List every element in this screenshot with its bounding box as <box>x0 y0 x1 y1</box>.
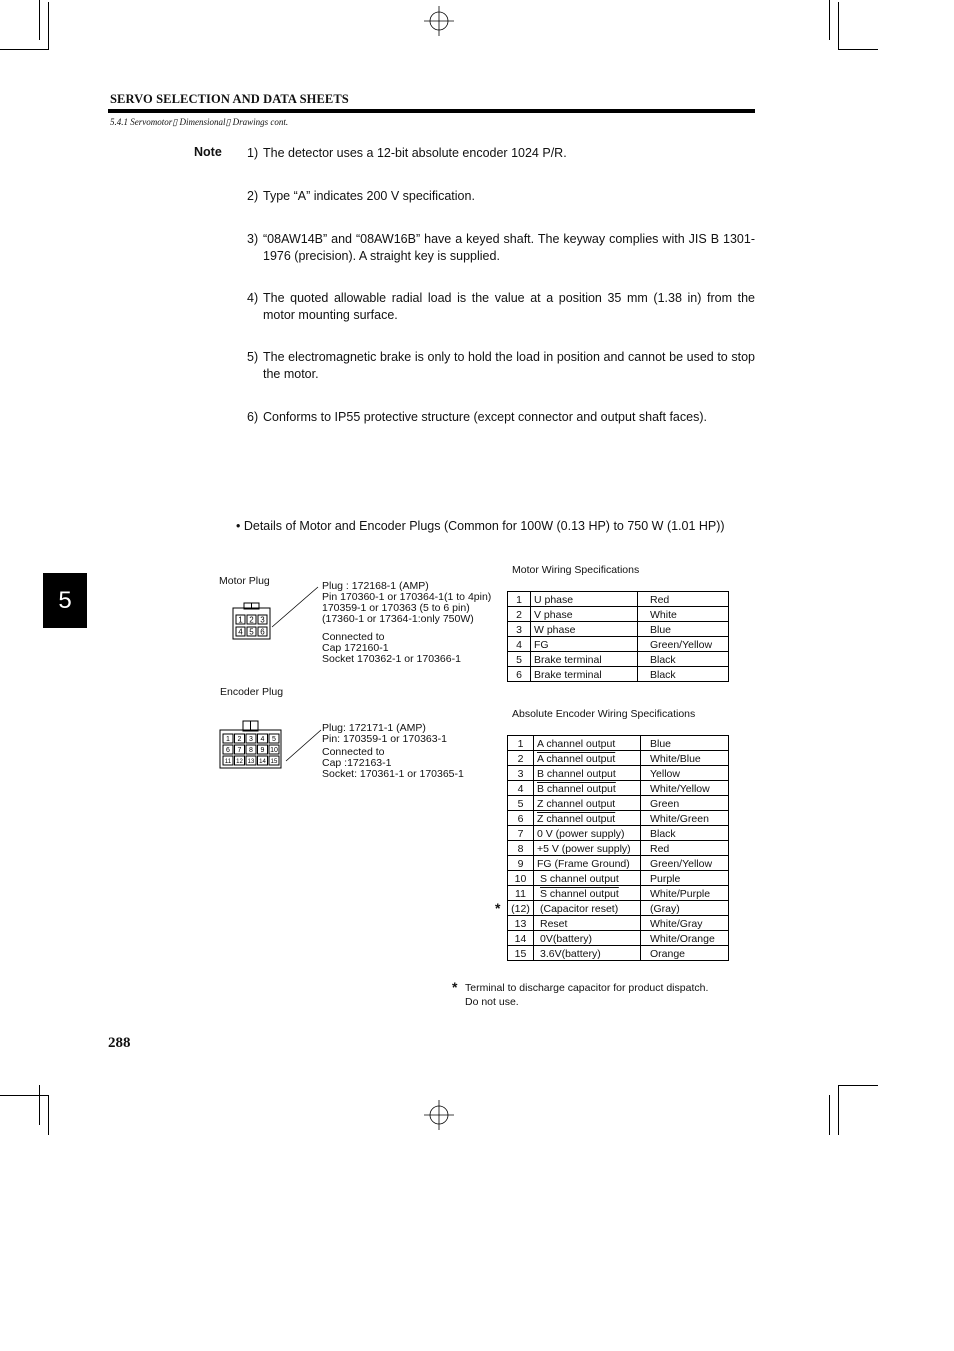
table-row <box>508 781 729 796</box>
pin-number: 9 <box>508 856 534 871</box>
wire-color: Green <box>641 796 729 811</box>
signal-name: (Capacitor reset) <box>534 901 641 916</box>
note-item <box>247 409 755 426</box>
wire-color: White/Blue <box>641 751 729 766</box>
wire-color: White <box>638 607 729 622</box>
signal-name: Z channel output <box>534 811 641 826</box>
wire-color: Blue <box>641 736 729 751</box>
signal-name: Brake terminal <box>531 667 638 682</box>
note-number: 2) <box>247 189 259 203</box>
pin-number: (12) <box>508 901 534 916</box>
pin-number: 2 <box>508 751 534 766</box>
pin-number: 15 <box>508 946 534 961</box>
motor-wiring-table <box>507 591 729 682</box>
note-label: Note <box>194 145 222 159</box>
motor-plug-leader-line <box>268 585 320 630</box>
chapter-tab: 5 <box>43 573 87 628</box>
crop-mark <box>48 2 49 50</box>
note-number: 1) <box>247 146 259 160</box>
motor-plug-connection <box>322 632 461 665</box>
pin-label: 4 <box>238 627 243 637</box>
signal-name: 0 V (power supply) <box>534 826 641 841</box>
encoder-wiring-title: Absolute Encoder Wiring Specifications <box>512 708 696 720</box>
pin-label: 3 <box>249 736 253 743</box>
crop-mark <box>39 1085 40 1125</box>
spec-line: (17360-1 or 17364-1:only 750W) <box>322 613 474 625</box>
wire-color: White/Yellow <box>641 781 729 796</box>
crop-mark <box>48 1095 49 1135</box>
signal-name: FG (Frame Ground) <box>534 856 641 871</box>
note-number: 5) <box>247 350 259 364</box>
pin-label: 2 <box>237 736 242 743</box>
note-item <box>247 145 755 162</box>
pin-label: 1 <box>226 736 230 743</box>
footnote-line: Terminal to discharge capacitor for product dispatch. <box>465 982 709 994</box>
table-row <box>508 811 729 826</box>
encoder-plug-connection <box>322 747 464 780</box>
crop-mark <box>829 0 830 40</box>
table-row <box>508 841 729 856</box>
spec-line: Connected to <box>322 746 385 758</box>
crop-mark <box>838 2 839 50</box>
wire-color: Red <box>638 592 729 607</box>
motor-plug-specs <box>322 581 491 625</box>
motor-wiring-title: Motor Wiring Specifications <box>512 564 640 576</box>
spec-line: 170359-1 or 170363 (5 to 6 pin) <box>322 602 470 614</box>
pin-number: 5 <box>508 796 534 811</box>
note-item <box>247 231 755 265</box>
wire-color: White/Orange <box>641 931 729 946</box>
pin-number: 4 <box>508 637 531 652</box>
encoder-plug-leader-line <box>283 728 323 764</box>
pin-label: 9 <box>260 747 265 754</box>
pin-label: 5 <box>272 736 276 743</box>
signal-name: U phase <box>531 592 638 607</box>
plug-details-heading: • Details of Motor and Encoder Plugs (Common for 100W (0.13 HP) to 750 W (1.01 HP)) <box>236 519 725 533</box>
note-text: The quoted allowable radial load is the value at a position 35 mm (1.38 in) from the motor mounting surface. <box>263 291 755 322</box>
pin-number: 14 <box>508 931 534 946</box>
signal-name: A channel output <box>534 736 641 751</box>
wire-color: White/Purple <box>641 886 729 901</box>
pin-number: 1 <box>508 736 534 751</box>
pin-label: 11 <box>224 759 232 765</box>
table-row <box>508 736 729 751</box>
table-row <box>508 637 729 652</box>
note-text: The detector uses a 12-bit absolute encoder 1024 P/R. <box>263 146 567 160</box>
pin-label: 14 <box>259 759 266 765</box>
signal-name: 3.6V(battery) <box>534 946 641 961</box>
pin-label: 10 <box>270 747 278 754</box>
table-row <box>508 931 729 946</box>
footnote <box>465 981 708 1009</box>
wire-color: Yellow <box>641 766 729 781</box>
registration-target-bottom <box>424 1100 454 1130</box>
signal-name: 0V(battery) <box>534 931 641 946</box>
pin-number: 8 <box>508 841 534 856</box>
pin-number: 5 <box>508 652 531 667</box>
spec-line: Plug : 172168-1 (AMP) <box>322 580 429 592</box>
spec-line: Pin 170360-1 or 170364-1(1 to 4pin) <box>322 591 492 603</box>
note-number: 3) <box>247 232 259 246</box>
signal-name: V phase <box>531 607 638 622</box>
wire-color: Black <box>641 826 729 841</box>
signal-name: Z channel output <box>534 796 641 811</box>
signal-name: B channel output <box>534 766 641 781</box>
pin-number: 11 <box>508 886 534 901</box>
pin-number: 1 <box>508 592 531 607</box>
wire-color: Black <box>638 652 729 667</box>
signal-name: Reset <box>534 916 641 931</box>
motor-plug-label: Motor Plug <box>219 575 270 587</box>
pin-number: 6 <box>508 811 534 826</box>
pin-label: 5 <box>249 627 254 637</box>
wire-color: White/Gray <box>641 916 729 931</box>
spec-line: Connected to <box>322 631 385 643</box>
encoder-plug-specs <box>322 723 447 745</box>
signal-name: S channel output <box>534 886 641 901</box>
note-text: Conforms to IP55 protective structure (except connector and output shaft faces). <box>263 410 707 424</box>
table-row <box>508 592 729 607</box>
note-number: 6) <box>247 410 259 424</box>
pin-label: 12 <box>236 759 243 765</box>
pin-label: 15 <box>270 759 278 765</box>
motor-plug-connector-icon <box>232 602 272 640</box>
note-item <box>247 349 755 383</box>
note-text: “08AW14B” and “08AW16B” have a keyed shaft. The keyway complies with JIS B 1301-1976 (precision). A straight key is supplied. <box>263 232 755 263</box>
pin-label: 1 <box>238 615 243 625</box>
pin-number: 13 <box>508 916 534 931</box>
pin-label: 4 <box>260 736 265 743</box>
wire-color: Orange <box>641 946 729 961</box>
pin-number: 4 <box>508 781 534 796</box>
encoder-wiring-table <box>507 735 729 961</box>
pin-number: 3 <box>508 622 531 637</box>
crop-mark <box>838 49 878 50</box>
signal-name: W phase <box>531 622 638 637</box>
crop-mark <box>829 1095 830 1135</box>
wire-color: Blue <box>638 622 729 637</box>
spec-line: Socket 170362-1 or 170366-1 <box>322 653 461 665</box>
wire-color: White/Green <box>641 811 729 826</box>
table-row <box>508 826 729 841</box>
table-row <box>508 667 729 682</box>
encoder-plug-label: Encoder Plug <box>220 686 284 698</box>
signal-name: A channel output <box>534 751 641 766</box>
wire-color: (Gray) <box>641 901 729 916</box>
footnote-line: Do not use. <box>465 996 519 1008</box>
table-row <box>508 886 729 901</box>
crop-mark <box>39 0 40 40</box>
subsection-title: 5.4.1 Servomotor▯ Dimensional▯ Drawings cont. <box>110 117 289 127</box>
note-item <box>247 290 755 324</box>
crop-mark <box>838 1085 839 1135</box>
table-row <box>508 871 729 886</box>
pin-label: 7 <box>237 747 242 754</box>
registration-target-top <box>424 6 454 36</box>
table-row <box>508 796 729 811</box>
pin-label: 13 <box>247 759 255 765</box>
encoder-plug-connector-icon <box>219 720 283 770</box>
wire-color: Green/Yellow <box>638 637 729 652</box>
note-number: 4) <box>247 291 259 305</box>
signal-name: B channel output <box>534 781 641 796</box>
signal-name: S channel output <box>534 871 641 886</box>
page-number: 288 <box>108 1035 131 1051</box>
header-rule <box>108 109 755 113</box>
wire-color: Green/Yellow <box>641 856 729 871</box>
pin-label: 3 <box>260 615 265 625</box>
spec-line: Cap 172160-1 <box>322 642 389 654</box>
crop-mark <box>0 49 49 50</box>
footnote-marker: * <box>452 979 458 995</box>
table-row <box>508 622 729 637</box>
table-row <box>508 652 729 667</box>
note-item <box>247 188 755 205</box>
crop-mark <box>0 1095 49 1096</box>
pin-label: 6 <box>260 627 265 637</box>
pin-label: 6 <box>226 747 230 754</box>
spec-line: Pin: 170359-1 or 170363-1 <box>322 733 447 745</box>
spec-line: Socket: 170361-1 or 170365-1 <box>322 768 464 780</box>
pin-label: 8 <box>249 747 253 754</box>
wire-color: Black <box>638 667 729 682</box>
pin-label: 2 <box>249 615 254 625</box>
table-row <box>508 856 729 871</box>
asterisk-marker: * <box>495 900 501 916</box>
pin-number: 7 <box>508 826 534 841</box>
table-row <box>508 901 729 916</box>
spec-line: Plug: 172171-1 (AMP) <box>322 722 426 734</box>
pin-number: 2 <box>508 607 531 622</box>
section-title: SERVO SELECTION AND DATA SHEETS <box>110 92 349 106</box>
note-text: Type “A” indicates 200 V specification. <box>263 189 475 203</box>
wire-color: Red <box>641 841 729 856</box>
pin-number: 10 <box>508 871 534 886</box>
table-row <box>508 766 729 781</box>
spec-line: Cap :172163-1 <box>322 757 392 769</box>
table-row <box>508 946 729 961</box>
pin-number: 6 <box>508 667 531 682</box>
table-row <box>508 751 729 766</box>
table-row <box>508 916 729 931</box>
crop-mark <box>838 1085 878 1086</box>
wire-color: Purple <box>641 871 729 886</box>
signal-name: FG <box>531 637 638 652</box>
note-text: The electromagnetic brake is only to hold the load in position and cannot be used to stop the motor. <box>263 350 755 381</box>
signal-name: Brake terminal <box>531 652 638 667</box>
pin-number: 3 <box>508 766 534 781</box>
signal-name: +5 V (power supply) <box>534 841 641 856</box>
table-row <box>508 607 729 622</box>
